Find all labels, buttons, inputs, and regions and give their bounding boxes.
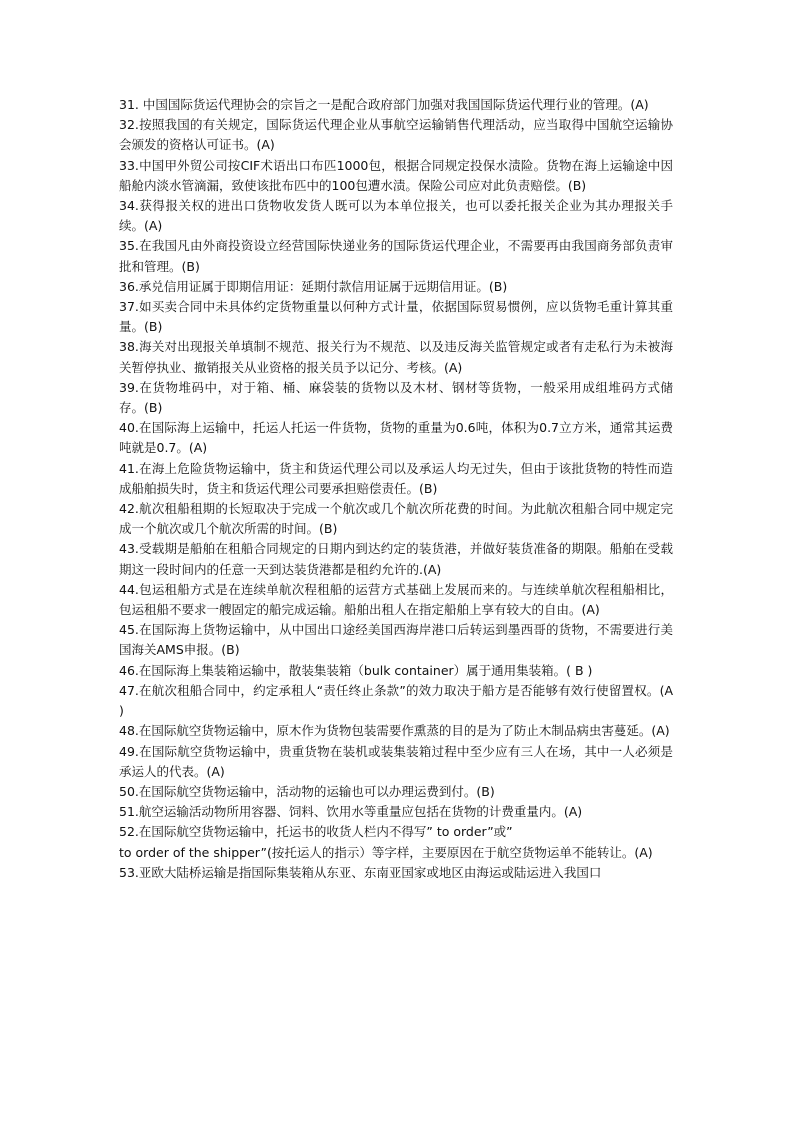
question-52: 52.在国际航空货物运输中，托运书的收货人栏内不得写” to order”或” xyxy=(119,824,513,840)
question-40: 40.在国际海上运输中，托运人托运一件货物，货物的重量为0.6吨，体积为0.7立方米，通常其运费吨就是0.7。(A) xyxy=(119,420,673,456)
question-32: 32.按照我国的有关规定，国际货运代理企业从事航空运输销售代理活动，应当取得中国航空运输协会颁发的资格认可证书。(A) xyxy=(119,117,673,153)
question-46: 46.在国际海上集装箱运输中，散装集装箱（bulk container）属于通用集装箱。( B ) xyxy=(119,662,593,678)
question-34: 34.获得报关权的进出口货物收发货人既可以为本单位报关，也可以委托报关企业为其办理报关手续。(A) xyxy=(119,198,673,234)
question-39: 39.在货物堆码中，对于箱、桶、麻袋装的货物以及木材、钢材等货物，一般采用成组堆码方式储存。(B) xyxy=(119,379,673,416)
question-51: 51.航空运输活动物所用容器、饲料、饮用水等重量应包括在货物的计费重量内。(A) xyxy=(119,804,583,820)
question-33: 33.中国甲外贸公司按CIF术语出口布匹1000包，根据合同规定投保水渍险。货物在海上运输途中因船舱内淡水管滴漏，致使该批布匹中的100包遭水渍。保险公司应对此负责赔偿。(B) xyxy=(119,157,673,193)
question-42: 42.航次租船租期的长短取决于完成一个航次或几个航次所花费的时间。为此航次租船合同中规定完成一个航次或几个航次所需的时间。(B) xyxy=(119,501,673,537)
question-49: 49.在国际航空货物运输中，贵重货物在装机或装集装箱过程中至少应有三人在场，其中一人必须是承运人的代表。(A) xyxy=(119,743,673,779)
question-35: 35.在我国凡由外商投资设立经营国际快递业务的国际货运代理企业，不需要再由我国商务部负责审批和管理。(B) xyxy=(119,238,673,274)
question-48: 48.在国际航空货物运输中，原木作为货物包装需要作熏蒸的目的是为了防止木制品病虫害蔓延。(A) xyxy=(119,723,670,739)
question-53: 53.亚欧大陆桥运输是指国际集装箱从东亚、东南亚国家或地区由海运或陆运进入我国口 xyxy=(119,864,602,880)
question-36: 36.承兑信用证属于即期信用证：延期付款信用证属于远期信用证。(B) xyxy=(119,278,508,294)
question-list xyxy=(119,95,673,883)
question-52-continued: to order of the shipper”(按托运人的指示）等字样，主要原因在于航空货物运单不能转让。(A) xyxy=(119,844,653,860)
question-37: 37.如买卖合同中未具体约定货物重量以何种方式计量，依据国际贸易惯例，应以货物毛重计算其重量。(B) xyxy=(119,299,673,335)
question-47: 47.在航次租船合同中，约定承租人“责任终止条款”的效力取决于船方是否能够有效行使留置权。(A ) xyxy=(119,682,673,719)
question-44: 44.包运租船方式是在连续单航次程租船的运营方式基础上发展而来的。与连续单航次程租船相比，包运租船不要求一艘固定的船完成运输。船舶出租人在指定船舶上享有较大的自由。(A) xyxy=(119,581,673,618)
question-38: 38.海关对出现报关单填制不规范、报关行为不规范、以及违反海关监管规定或者有走私行为未被海关暂停执业、撤销报关从业资格的报关员予以记分、考核。(A) xyxy=(119,339,673,375)
question-43: 43.受载期是船舶在租船合同规定的日期内到达约定的装货港，并做好装货准备的期限。船舶在受载期这一段时间内的任意一天到达装货港都是租约允许的.(A) xyxy=(119,541,673,577)
question-45: 45.在国际海上货物运输中，从中国出口途经美国西海岸港口后转运到墨西哥的货物，不需要进行美国海关AMS申报。(B) xyxy=(119,622,673,658)
question-41: 41.在海上危险货物运输中，货主和货运代理公司以及承运人均无过失，但由于该批货物的特性而造成船舶损失时，货主和货运代理公司要承担赔偿责任。(B) xyxy=(119,460,673,496)
question-50: 50.在国际航空货物运输中，活动物的运输也可以办理运费到付。(B) xyxy=(119,783,495,799)
question-31: 31. 中国国际货运代理协会的宗旨之一是配合政府部门加强对我国国际货运代理行业的管理。(A) xyxy=(119,97,649,112)
